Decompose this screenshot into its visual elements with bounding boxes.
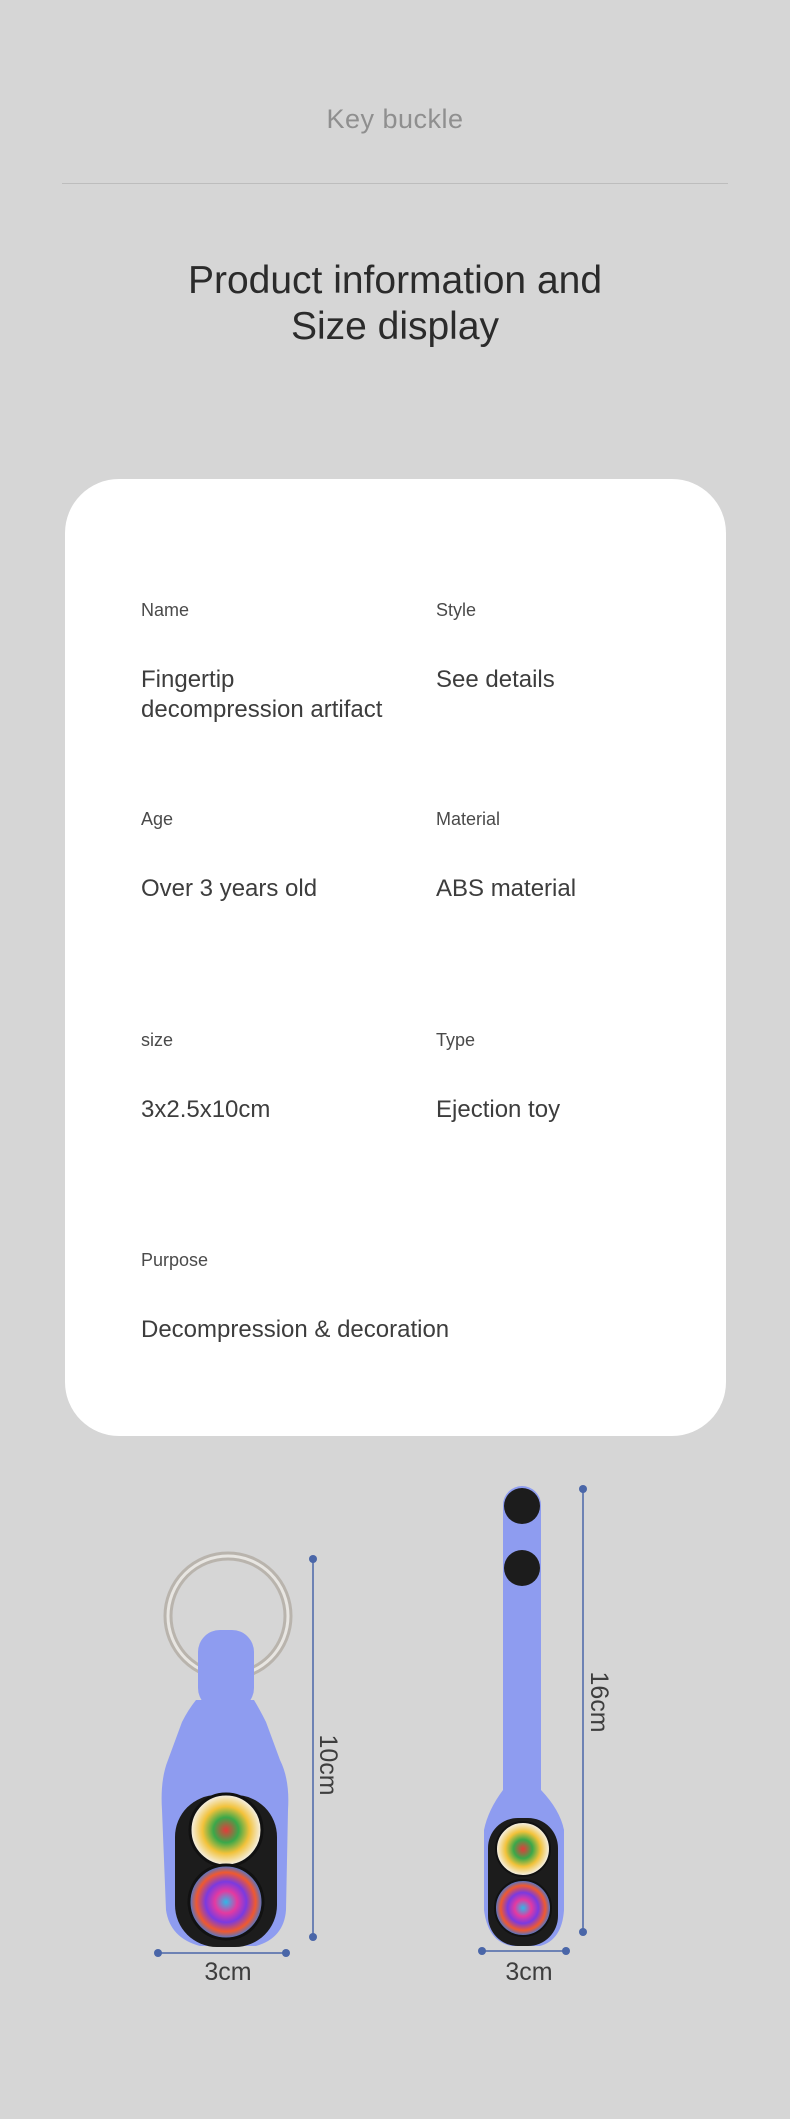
title-line-1: Product information and [187,259,603,302]
divider [62,183,728,184]
splash-button-icon [190,1794,262,1866]
swirl-button-icon [189,1865,263,1939]
spec-value: Over 3 years old [141,875,318,902]
spec-value: See details [436,666,555,693]
page-title [0,258,790,350]
strap-width-label: 3cm [505,1958,553,1986]
spec-value-line: Fingertip [141,666,235,693]
product-size-illustration [0,1460,790,2020]
splash-button-icon [496,1822,550,1876]
strap-height-label: 16cm [585,1671,613,1733]
product-category-label: Key buckle [326,104,464,134]
spec-material [436,809,726,904]
spec-label: Purpose [141,1250,209,1270]
spec-label: Material [436,809,501,829]
keyring-height-label: 10cm [314,1734,342,1796]
spec-card [65,479,726,1436]
silicone-strap [198,1630,254,1710]
spec-value-line: decompression artifact [141,696,383,723]
keyring-width-label: 3cm [204,1958,252,1986]
spec-value: 3x2.5x10cm [141,1096,271,1123]
spec-name [141,600,431,725]
title-line-2: Size display [290,305,500,348]
spec-size [141,1030,431,1125]
spec-value: Ejection toy [436,1096,561,1123]
spec-purpose [141,1250,661,1345]
strap-product [478,1485,613,1986]
spec-style [436,600,726,695]
spec-value: ABS material [436,875,577,902]
snap-button-icon [504,1550,540,1586]
spec-label: Type [436,1030,476,1050]
spec-age [141,809,431,904]
silicone-long-strap [503,1486,541,1816]
spec-value [141,665,431,725]
snap-button-icon [504,1488,540,1524]
spec-type [436,1030,726,1125]
spec-label: Name [141,600,190,620]
spec-label: Age [141,809,174,829]
keyring-product [154,1555,342,1986]
spec-value: Decompression & decoration [141,1316,450,1343]
spec-label: size [141,1030,174,1050]
swirl-button-icon [495,1880,551,1936]
spec-label: Style [436,600,477,620]
